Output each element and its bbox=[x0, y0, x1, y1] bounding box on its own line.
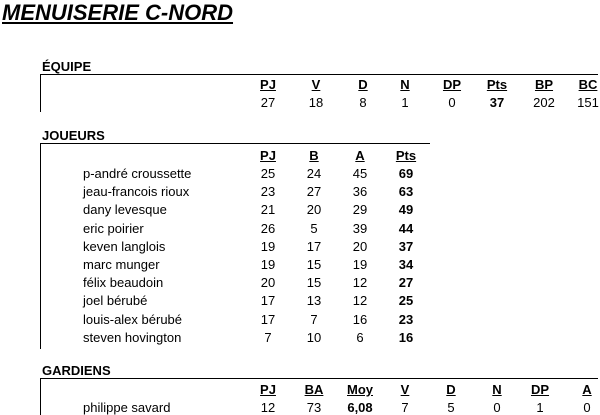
player-name: joel bérubé bbox=[83, 293, 148, 308]
player-b: 7 bbox=[310, 312, 318, 327]
equipe-header-dp: DP bbox=[442, 77, 462, 92]
player-pts: 16 bbox=[398, 330, 414, 345]
gardien-moy: 6,08 bbox=[347, 400, 373, 415]
player-pts: 44 bbox=[398, 221, 414, 236]
player-pj: 17 bbox=[260, 312, 276, 327]
player-name: steven hovington bbox=[83, 330, 182, 345]
joueurs-left-border bbox=[40, 144, 41, 349]
player-pj: 17 bbox=[260, 293, 276, 308]
player-a: 12 bbox=[352, 293, 368, 308]
equipe-header-bp: BP bbox=[534, 77, 554, 92]
gardien-pj: 12 bbox=[260, 400, 276, 415]
gardiens-header-dp: DP bbox=[530, 382, 550, 397]
joueurs-header-pj: PJ bbox=[260, 148, 276, 163]
player-name: dany levesque bbox=[83, 202, 167, 217]
player-pj: 19 bbox=[260, 257, 276, 272]
player-b: 20 bbox=[306, 202, 322, 217]
player-name: félix beaudoin bbox=[83, 275, 164, 290]
equipe-value-v: 18 bbox=[308, 95, 324, 110]
equipe-value-bp: 202 bbox=[533, 95, 555, 110]
equipe-header-n: N bbox=[400, 77, 410, 92]
player-a: 19 bbox=[352, 257, 368, 272]
player-b: 10 bbox=[306, 330, 322, 345]
player-a: 39 bbox=[352, 221, 368, 236]
player-b: 13 bbox=[306, 293, 322, 308]
gardien-a: 0 bbox=[583, 400, 591, 415]
gardiens-heading-label: GARDIENS bbox=[42, 363, 111, 378]
player-name: keven langlois bbox=[83, 239, 166, 254]
page-title: MENUISERIE C-NORD bbox=[2, 0, 234, 25]
equipe-header-bc: BC bbox=[578, 77, 598, 92]
joueurs-heading bbox=[40, 128, 430, 144]
equipe-value-n: 1 bbox=[401, 95, 409, 110]
player-a: 12 bbox=[352, 275, 368, 290]
gardiens-header-pj: PJ bbox=[260, 382, 276, 397]
joueurs-header-b: B bbox=[309, 148, 319, 163]
equipe-heading bbox=[40, 59, 598, 75]
joueurs-header-a: A bbox=[355, 148, 365, 163]
gardien-d: 5 bbox=[447, 400, 455, 415]
player-pts: 49 bbox=[398, 202, 414, 217]
equipe-value-pts: 37 bbox=[489, 95, 505, 110]
player-a: 20 bbox=[352, 239, 368, 254]
player-pj: 19 bbox=[260, 239, 276, 254]
player-b: 15 bbox=[306, 257, 322, 272]
equipe-left-border bbox=[40, 75, 41, 112]
player-pts: 34 bbox=[398, 257, 414, 272]
player-pts: 69 bbox=[398, 166, 414, 181]
gardien-n: 0 bbox=[493, 400, 501, 415]
gardiens-heading bbox=[40, 363, 598, 379]
player-pj: 21 bbox=[260, 202, 276, 217]
player-name: jeau-francois rioux bbox=[83, 184, 190, 199]
gardiens-left-border bbox=[40, 379, 41, 415]
player-pts: 27 bbox=[398, 275, 414, 290]
gardiens-header-a: A bbox=[582, 382, 592, 397]
gardien-v: 7 bbox=[401, 400, 409, 415]
equipe-header-d: D bbox=[358, 77, 368, 92]
equipe-value-d: 8 bbox=[359, 95, 367, 110]
player-a: 45 bbox=[352, 166, 368, 181]
player-pj: 20 bbox=[260, 275, 276, 290]
player-pts: 63 bbox=[398, 184, 414, 199]
gardiens-header-ba: BA bbox=[304, 382, 324, 397]
gardien-name: philippe savard bbox=[83, 400, 171, 415]
player-name: p-andré croussette bbox=[83, 166, 192, 181]
gardiens-header-n: N bbox=[492, 382, 502, 397]
gardiens-header-d: D bbox=[446, 382, 456, 397]
player-b: 15 bbox=[306, 275, 322, 290]
player-b: 17 bbox=[306, 239, 322, 254]
player-b: 5 bbox=[310, 221, 318, 236]
player-pj: 26 bbox=[260, 221, 276, 236]
joueurs-header-pts: Pts bbox=[395, 148, 417, 163]
equipe-header-pts: Pts bbox=[486, 77, 508, 92]
equipe-value-bc: 151 bbox=[577, 95, 599, 110]
player-pj: 7 bbox=[264, 330, 272, 345]
player-name: louis-alex bérubé bbox=[83, 312, 183, 327]
gardiens-header-v: V bbox=[400, 382, 410, 397]
equipe-header-pj: PJ bbox=[260, 77, 276, 92]
player-name: eric poirier bbox=[83, 221, 144, 236]
equipe-value-pj: 27 bbox=[260, 95, 276, 110]
equipe-heading-label: ÉQUIPE bbox=[42, 59, 92, 74]
gardiens-header-moy: Moy bbox=[347, 382, 373, 397]
equipe-header-v: V bbox=[311, 77, 321, 92]
player-a: 6 bbox=[356, 330, 364, 345]
joueurs-heading-label: JOUEURS bbox=[42, 128, 105, 143]
player-a: 36 bbox=[352, 184, 368, 199]
player-b: 24 bbox=[306, 166, 322, 181]
player-pts: 25 bbox=[398, 293, 414, 308]
gardien-ba: 73 bbox=[306, 400, 322, 415]
equipe-value-dp: 0 bbox=[448, 95, 456, 110]
player-a: 16 bbox=[352, 312, 368, 327]
player-pts: 37 bbox=[398, 239, 414, 254]
player-name: marc munger bbox=[83, 257, 160, 272]
player-pj: 25 bbox=[260, 166, 276, 181]
gardien-dp: 1 bbox=[536, 400, 544, 415]
player-pj: 23 bbox=[260, 184, 276, 199]
player-a: 29 bbox=[352, 202, 368, 217]
player-b: 27 bbox=[306, 184, 322, 199]
player-pts: 23 bbox=[398, 312, 414, 327]
